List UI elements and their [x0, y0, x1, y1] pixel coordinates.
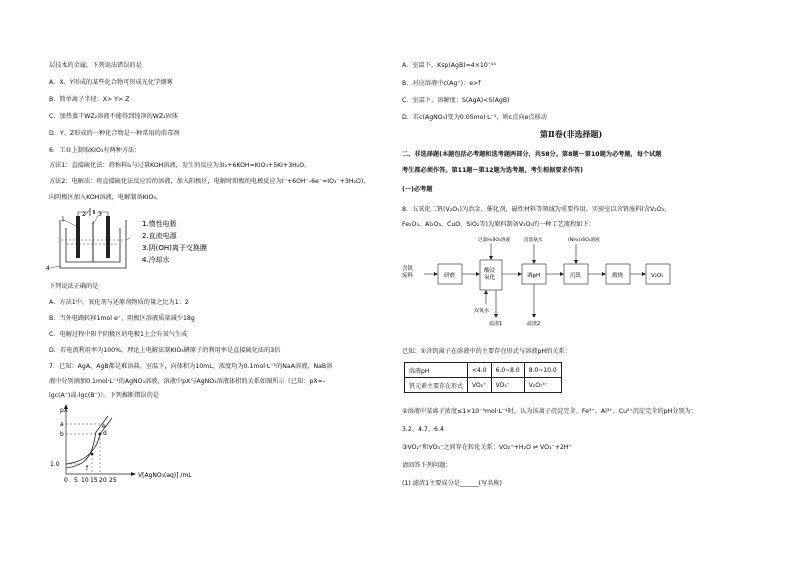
graph-x-tick: 0	[64, 477, 68, 484]
graph-y-label: a	[60, 421, 64, 428]
cell-number: 1	[61, 216, 65, 223]
section-title: 第Ⅱ卷(非选择题)	[540, 129, 603, 139]
flow-top-label: (NH₄)₂SO₄溶液	[568, 238, 600, 243]
cell-label: 3.阴(OH)离子交换膜	[142, 244, 207, 252]
graph-x-tick: 25	[109, 477, 117, 484]
left-line: C．电解过程中阳个阴极区的电极1上会有氧气生成	[49, 331, 188, 338]
cell-label: 4.冷却水	[142, 256, 170, 264]
flow-step-text: V₂O₅	[651, 273, 664, 279]
section-intro: 考生都必须作答。第11题～第12题为选考题，考生根据要求作答)	[402, 167, 583, 174]
graph-x-tick: 15	[90, 477, 98, 484]
left-line: 7．已知：AgA、AgB都是难溶盐。室温下，向体积为10mL、浓度均为0.1mol·L⁻¹的NaA溶液、NaB溶	[49, 363, 333, 370]
cell-label: 1.惰性电极	[142, 220, 177, 228]
left-line: A．X、Y形成的某些化合物可形成光化学烟雾	[49, 79, 173, 86]
flow-step-text: 研磨	[444, 273, 456, 279]
table-row	[405, 363, 562, 378]
graph-y-label: b	[60, 431, 64, 438]
ph-table	[404, 362, 562, 393]
left-line: 6．工业上制取KIO₃有两种方法：	[49, 147, 141, 154]
flow-step-text: 沉钒	[570, 273, 582, 279]
left-line: B．简单离子半径：X> Y> Z	[49, 96, 130, 103]
flow-step-text: 煅烧	[612, 273, 624, 279]
left-line: B．当外电路转移1mol e⁻，阴极区溶液质量减少18g	[49, 315, 195, 322]
required-label: (一)必考题	[402, 186, 433, 193]
table-cell: 8.0~10.0	[524, 363, 561, 378]
table-cell: VO₃⁻	[491, 378, 524, 393]
graph-point-label: e	[102, 423, 106, 430]
known-line: ③VO₂⁺和VO₃⁻之间存在转化关系：VO₂⁺+H₂O ⇌ VO₃⁻+2H⁺	[402, 444, 572, 451]
flow-bottom-label: 双氧水	[474, 308, 490, 314]
flow-step-text: 酸浸氧化	[484, 268, 496, 281]
cell-number: 4	[46, 265, 50, 272]
flow-step-text: 含钒废料	[402, 266, 414, 279]
left-line: C．加热蒸干WZ₂溶液不能得到纯净的WZ₂固体	[49, 113, 178, 120]
graph-xlabel: V[AgNO₃(aq)] /mL	[138, 472, 192, 479]
px-graph	[46, 402, 246, 492]
flow-top-label: 过量H₂SO₄溶液	[478, 238, 511, 243]
left-line: 向阴极区加入KOH溶液，电解制备KIO₃。	[49, 194, 163, 201]
known-line: ②溶液中某离子浓度≤1×10⁻⁵mol·L⁻¹时，认为该离子沉淀完全。Fe³⁺、Al³⁺、Cu²⁺沉淀完全的pH分别为：	[402, 408, 698, 415]
graph-x-tick: 10	[81, 477, 89, 484]
flow-bottom-label: 滤渣2	[527, 321, 541, 327]
flow-top-label: 适量氨水	[524, 238, 543, 243]
graph-x-tick: 5	[74, 477, 78, 484]
table-row	[405, 378, 562, 393]
table-cell: <4.0	[468, 363, 492, 378]
table-cell: 溶液pH	[405, 363, 468, 378]
table-cell: 钒元素主要存在形式	[405, 378, 468, 393]
option-line: D．若c(AgNO₃)变为0.05mol·L⁻¹，则c点向e点移动	[402, 114, 547, 121]
graph-point-label: d	[103, 430, 107, 437]
option-line: C．室温下，溶解度：S(AgA)<S(AgB)	[402, 97, 510, 104]
cell-label: 2.直流电源	[142, 232, 177, 240]
known-line: 请回答下列问题：	[402, 462, 452, 469]
process-flowchart	[398, 232, 698, 328]
electrolysis-cell-figure	[46, 206, 256, 278]
left-electrode	[76, 216, 80, 258]
flow-bottom-label: 滤渣1	[489, 321, 503, 327]
left-line: 方法1：直接硫化法：将称料I₂与过量KOH溶液，发生的反应为3I₂+6KOH=KIO₃+5KI+3H₂O。	[49, 162, 311, 169]
known-line: 已知：①含钒离子在溶液中的主要存在形式与溶液pH的关系：	[402, 348, 571, 355]
q8-line: 8．五氧化二钒(V₂O₅)为冶金、催化剂、磁性材料等领域为重要作用。实验室以含钒废料(含V₂O₃、	[402, 206, 671, 213]
left-line: lgc(A⁻)或-lgc(B⁻)）。下列推断错误的是	[49, 392, 159, 399]
option-line: B．对应溶液中c(Ag⁺)：e>f	[402, 80, 481, 87]
left-line: A．方法1中，氧化剂与还原剂物质的量之比为1：2	[49, 299, 189, 306]
graph-x-tick: 20	[99, 477, 107, 484]
table-cell: V₂O₇⁴⁻	[524, 378, 561, 393]
graph-point-label: f	[86, 465, 89, 472]
section-intro: 二、非选择题(本题包括必考题和选考题两部分，共58分。第8题～第10题为必考题，每个试题	[402, 151, 662, 158]
graph-ylabel: pX	[60, 407, 68, 414]
left-line: 液中分别滴加0.1mol·L⁻¹的AgNO₃溶液，溶液中pX与AgNO₃溶液体积的关系如图所示（已知：pX=-	[49, 378, 325, 385]
right-electrode	[106, 216, 110, 258]
known-line: 3.2、4.7、6.4	[402, 426, 444, 433]
left-line: D．若电流利用率为100%，理论上电解法制KIO₃碘原子的利用率是直接硫化法的3倍	[49, 347, 281, 354]
table-cell: VO₂⁺	[468, 378, 492, 393]
left-line: 方法2：电解法：将直接硫化法反应后的溶液，加入阳极区，电解时阳极的电极反应为I⁻+6OH⁻-6e⁻=IO₃⁻+3H₂O)，	[49, 178, 370, 185]
cell-number: 3	[98, 211, 102, 218]
question-line: (1) 滤渣1主要成分是______(写名称)	[402, 480, 502, 487]
q8-line: Fe₂O₃、Al₂O₃、CuO、SiO₂等)为原料制备V₂O₅的一种工艺流程如下：	[402, 221, 595, 228]
flow-step-text: 调pH	[527, 273, 541, 279]
left-line: 下列说法正确的是	[49, 283, 99, 290]
table-cell: 6.0~8.0	[491, 363, 524, 378]
left-line: D．Y、Z形成的一种化合物是一种常用的消毒剂	[49, 130, 180, 137]
option-line: A．室温下，Ksp(AgB)=4×10⁻¹⁵	[402, 62, 497, 69]
graph-y-label: 1.0	[50, 461, 60, 468]
left-line: 层技术的金属。下列说法错误的是	[49, 62, 142, 69]
cell-number: 2	[82, 211, 86, 218]
